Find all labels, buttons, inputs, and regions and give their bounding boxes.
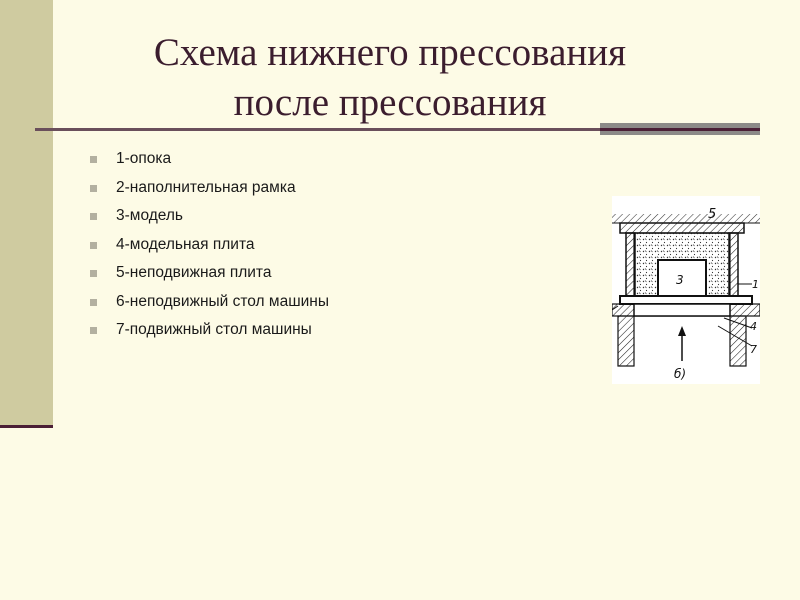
left-decor-line <box>0 425 53 428</box>
list-item <box>90 174 329 203</box>
top-plate <box>612 223 760 233</box>
bullet-icon <box>90 213 97 220</box>
pressing-diagram-svg <box>612 196 760 384</box>
bullet-icon <box>90 327 97 334</box>
caption-label: б) <box>674 367 687 381</box>
list-item-text: 6-неподвижный стол машины <box>116 292 329 310</box>
press-arrow-head <box>678 326 686 336</box>
flask-left-wall <box>626 233 635 297</box>
slide-title <box>60 28 720 128</box>
moving-table-top <box>634 304 730 316</box>
list-item-text: 7-подвижный стол машины <box>116 321 312 338</box>
list-item-text: 3-модель <box>116 207 183 224</box>
list-item-text: 1-опока <box>116 150 172 167</box>
list-item-text: 5-неподвижная плита <box>116 264 272 281</box>
label-1: 1 <box>752 278 759 291</box>
legend-list <box>90 145 329 345</box>
bullet-icon <box>90 156 97 163</box>
list-item-text: 2-наполнительная рамка <box>116 178 296 196</box>
bullet-icon <box>90 299 97 306</box>
label-4: 4 <box>750 320 757 333</box>
pattern-plate <box>620 296 752 304</box>
bullet-icon <box>90 270 97 277</box>
left-decor-band <box>0 0 53 427</box>
list-item-text: 4-модельная плита <box>116 235 255 253</box>
title-line-1: Схема нижнего прессования <box>153 31 627 74</box>
list-item <box>90 202 329 231</box>
title-underline <box>35 128 605 131</box>
list-item <box>90 259 329 288</box>
left-support <box>618 316 634 366</box>
flask-right-wall <box>729 233 738 297</box>
title-line-2: после прессования <box>233 81 547 124</box>
bullet-icon <box>90 185 97 192</box>
list-item <box>90 288 329 317</box>
list-item <box>90 231 329 260</box>
label-5: 5 <box>708 207 717 222</box>
label-7: 7 <box>750 343 757 356</box>
label-3: 3 <box>676 273 684 287</box>
title-rule-accent-line <box>600 128 760 131</box>
pressing-diagram <box>612 196 760 384</box>
bullet-icon <box>90 242 97 249</box>
list-item <box>90 316 329 345</box>
top-hatch <box>612 214 760 223</box>
list-item <box>90 145 329 174</box>
